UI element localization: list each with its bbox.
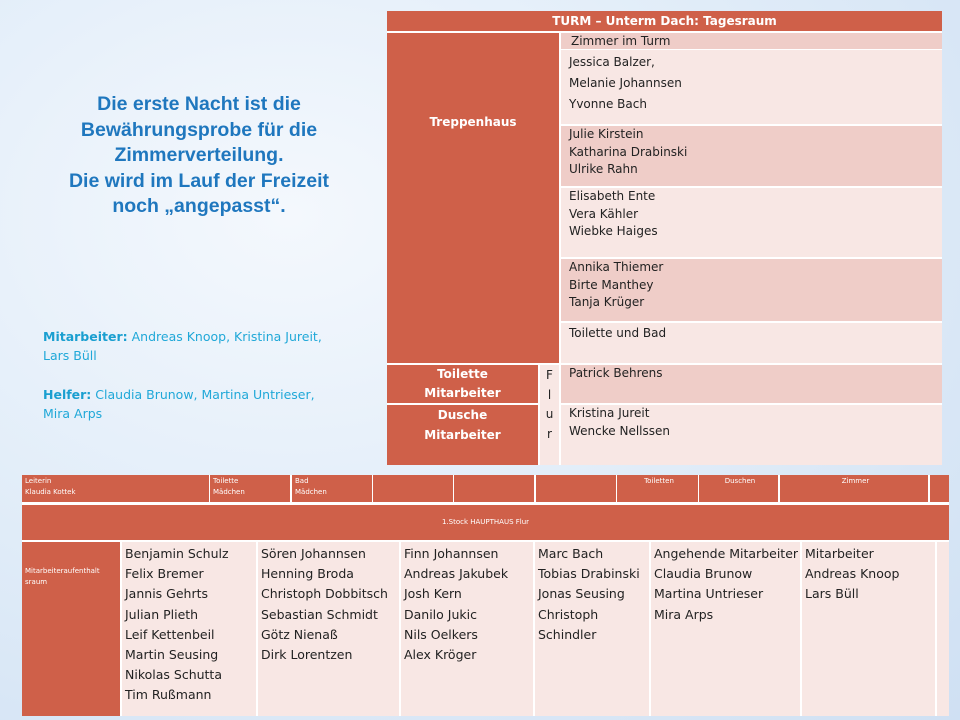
room-occupant: Andreas Jakubek <box>404 566 509 582</box>
tower-room-4 <box>561 259 942 321</box>
room-occupant: Angehende Mitarbeiter <box>654 546 799 561</box>
heading-line: Die erste Nacht ist die <box>97 93 301 115</box>
room-occupant: Leif Kettenbeil <box>125 626 215 642</box>
room-occupant: Schindler <box>538 626 597 642</box>
room-occupant: Christoph Dobbitsch <box>261 586 388 602</box>
room-occupant: Patrick Behrens <box>569 366 663 380</box>
aufenthalt-label: Mitarbeiteraufenthalt <box>25 567 100 575</box>
room-column <box>258 542 399 716</box>
room-occupant: Yvonne Bach <box>569 97 647 111</box>
empty-room-column <box>937 542 949 716</box>
aufenthalt-label-cont: sraum <box>25 578 48 586</box>
room-column <box>122 542 256 716</box>
mitarbeiter-label: Mitarbeiter <box>424 386 501 400</box>
room-occupant: Elisabeth Ente <box>569 189 656 203</box>
room-occupant: Katharina Drabinski <box>569 144 688 159</box>
room-occupant: Christoph <box>538 606 599 622</box>
room-occupant: Nils Oelkers <box>404 626 478 642</box>
room-occupant: Claudia Brunow <box>654 566 753 582</box>
room-occupant: Felix Bremer <box>125 566 204 582</box>
flur-letter: u <box>545 407 554 421</box>
room-occupant: Jannis Gehrts <box>125 586 209 602</box>
room-occupant: Lars Büll <box>805 586 859 602</box>
duschen-cell <box>699 475 778 502</box>
room-occupant: Jonas Seusing <box>538 586 625 602</box>
room-occupant: Marc Bach <box>538 546 604 561</box>
flur-letter: l <box>547 387 552 402</box>
room-occupant: Tobias Drabinski <box>538 566 640 582</box>
dusche-label: Dusche <box>437 408 488 422</box>
room-occupant: Annika Thiemer <box>569 260 664 274</box>
toilette-bad-label: Toilette und Bad <box>569 326 667 340</box>
room-occupant: Martina Untrieser <box>654 586 764 602</box>
flur-title: 1.Stock HAUPTHAUS Flur <box>441 518 530 526</box>
maedchen-label: Mädchen <box>295 488 327 496</box>
room-column <box>651 542 800 716</box>
flur-row <box>22 505 949 540</box>
mitarbeiter-label: Mitarbeiter <box>424 428 501 442</box>
room-column <box>535 542 649 716</box>
helfer-names-cont: Mira Arps <box>43 406 103 421</box>
bad-maedchen-cell <box>292 475 372 502</box>
page-heading <box>18 92 380 220</box>
patrick-cell <box>561 365 942 403</box>
room-occupant: Sören Johannsen <box>261 546 366 561</box>
mitarbeiter-label: Mitarbeiter: <box>43 329 128 344</box>
leiterin-cell <box>22 475 209 502</box>
room-occupant: Alex Kröger <box>404 647 477 663</box>
haupthaus-table <box>22 475 949 716</box>
toilette-maedchen-cell <box>210 475 290 502</box>
empty-header-cell <box>454 475 534 502</box>
room-occupant: Finn Johannsen <box>404 546 499 561</box>
zimmer-label: Zimmer <box>841 477 870 485</box>
heading-line: noch „angepasst“. <box>112 195 286 217</box>
tower-title: TURM – Unterm Dach: Tagesraum <box>387 11 942 31</box>
room-occupant: Jessica Balzer, <box>569 55 655 69</box>
flur-letter: r <box>547 426 552 441</box>
room-occupant: Tanja Krüger <box>569 295 645 309</box>
zimmer-cell <box>780 475 928 502</box>
room-occupant: Dirk Lorentzen <box>261 647 353 663</box>
room-occupant: Mitarbeiter <box>805 546 874 561</box>
toilette-label: Toilette <box>437 367 488 381</box>
empty-header-cell <box>930 475 949 502</box>
toilette-bad-cell <box>561 323 942 363</box>
room-occupant: Vera Kähler <box>569 206 639 221</box>
dusche-names-cell <box>561 405 942 465</box>
flur-letter: F <box>546 368 553 382</box>
room-occupant: Mira Arps <box>654 606 714 622</box>
room-occupant: Tim Rußmann <box>125 687 212 703</box>
room-occupant: Benjamin Schulz <box>125 546 229 561</box>
room-occupant: Birte Manthey <box>569 277 654 292</box>
bad-label: Bad <box>295 477 309 485</box>
zimmer-turm-header: Zimmer im Turm <box>561 33 942 49</box>
helfer-label: Helfer: <box>43 387 92 402</box>
room-occupant: Julian Plieth <box>125 606 199 622</box>
mitarbeiter-note <box>43 327 363 365</box>
room-occupant: Josh Kern <box>404 586 462 602</box>
heading-line: Die wird im Lauf der Freizeit <box>68 169 330 192</box>
toilette-label: Toilette <box>213 477 239 485</box>
room-column <box>401 542 533 716</box>
maedchen-label: Mädchen <box>213 488 245 496</box>
room-occupant: Andreas Knoop <box>805 566 900 582</box>
room-occupant: Danilo Jukic <box>404 606 477 622</box>
toiletten-cell <box>617 475 698 502</box>
mitarbeiter-names: Andreas Knoop, Kristina Jureit, <box>131 329 322 344</box>
toilette-mitarbeiter-cell <box>387 365 538 403</box>
flur-cell <box>540 365 559 465</box>
room-occupant: Martin Seusing <box>125 647 219 663</box>
tower-room-3 <box>561 188 942 257</box>
room-occupant: Henning Broda <box>261 566 354 582</box>
room-occupant: Wiebke Haiges <box>569 224 658 238</box>
tower-room-1 <box>561 50 942 124</box>
treppenhaus-label: Treppenhaus <box>429 115 517 130</box>
room-occupant: Wencke Nellssen <box>569 423 670 438</box>
heading-line: Zimmerverteilung. <box>114 144 284 166</box>
leiterin-label: Leiterin <box>25 477 52 485</box>
heading-line: Bewährungsprobe für die <box>80 118 318 141</box>
room-occupant: Nikolas Schutta <box>125 667 222 683</box>
helfer-note <box>43 385 363 423</box>
room-column <box>802 542 935 716</box>
room-occupant: Götz Nienaß <box>261 626 338 642</box>
toiletten-label: Toiletten <box>644 477 674 485</box>
duschen-label: Duschen <box>724 477 756 485</box>
tower-room-2 <box>561 126 942 186</box>
aufenthalt-cell <box>22 542 120 716</box>
leiterin-name: Klaudia Kottek <box>25 488 76 496</box>
room-occupant: Julie Kirstein <box>569 127 644 141</box>
mitarbeiter-names-cont: Lars Büll <box>43 348 97 363</box>
dusche-mitarbeiter-cell <box>387 405 538 465</box>
empty-header-cell <box>373 475 453 502</box>
room-occupant: Kristina Jureit <box>569 406 650 420</box>
treppenhaus-cell <box>387 33 559 363</box>
empty-header-cell <box>536 475 616 502</box>
tower-table <box>387 11 942 465</box>
helfer-names: Claudia Brunow, Martina Untrieser, <box>95 387 315 402</box>
room-occupant: Melanie Johannsen <box>569 76 682 90</box>
room-occupant: Ulrike Rahn <box>569 162 638 176</box>
room-occupant: Sebastian Schmidt <box>261 606 378 622</box>
